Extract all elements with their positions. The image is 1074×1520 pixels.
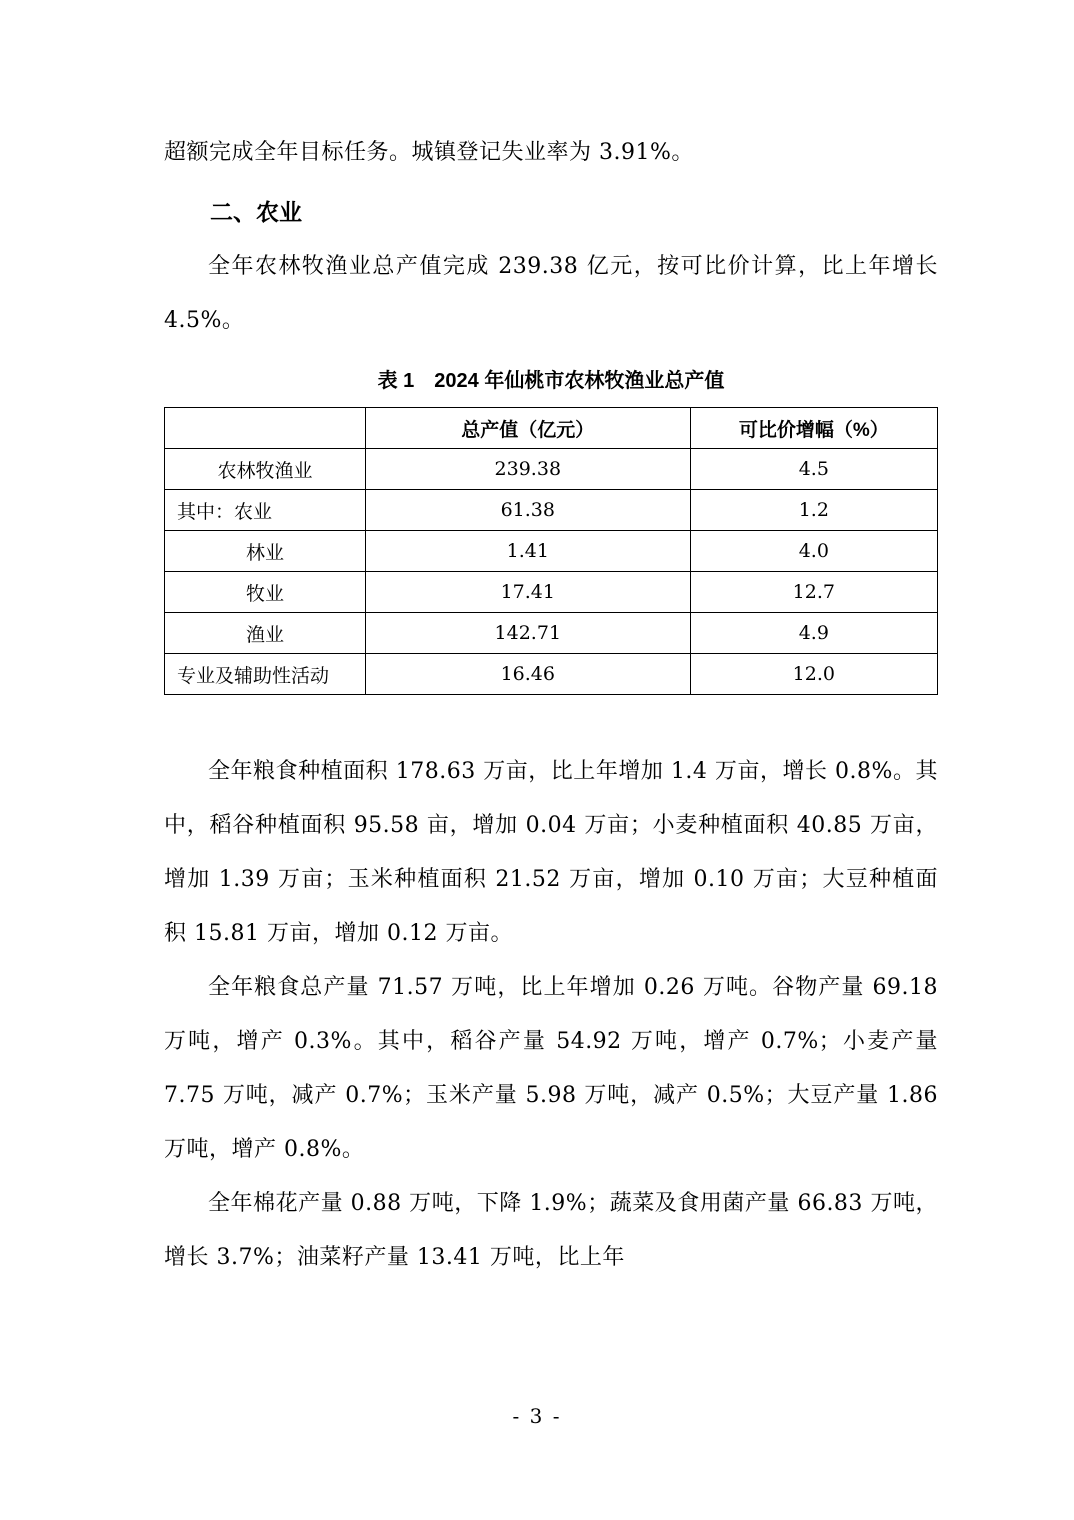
- output-value-table: [164, 407, 938, 695]
- row-output-value: 17.41: [365, 572, 690, 613]
- paragraph-planting-area: 全年粮食种植面积 178.63 万亩，比上年增加 1.4 万亩，增长 0.8%。其中，稻谷种植面积 95.58 亩，增加 0.04 万亩；小麦种植面积 40.85 万亩，增加 1.39 万亩；玉米种植面积 21.52 万亩，增加 0.10 万亩；大豆种植面积 15.81 万亩，增加 0.12 万亩。: [164, 759, 938, 946]
- paragraph-grain-output: 全年粮食总产量 71.57 万吨，比上年增加 0.26 万吨。谷物产量 69.18 万吨，增产 0.3%。其中，稻谷产量 54.92 万吨，增产 0.7%；小麦产量 7.75 万吨，减产 0.7%；玉米产量 5.98 万吨，减产 0.5%；大豆产量 1.86 万吨，增产 0.8%。: [164, 975, 938, 1162]
- row-output-value: 1.41: [365, 531, 690, 572]
- row-label: 牧业: [165, 572, 366, 613]
- row-label: 农林牧渔业: [165, 449, 366, 490]
- row-output-value: 61.38: [365, 490, 690, 531]
- row-output-value: 142.71: [365, 613, 690, 654]
- row-label: 渔业: [165, 613, 366, 654]
- table-body: [165, 449, 938, 695]
- row-label: 其中：农业: [165, 490, 366, 531]
- row-growth-value: 4.0: [690, 531, 937, 572]
- row-growth-value: 12.7: [690, 572, 937, 613]
- row-growth-value: 12.0: [690, 654, 937, 695]
- row-growth-value: 4.9: [690, 613, 937, 654]
- table-row: [165, 449, 938, 490]
- row-label: 专业及辅助性活动: [165, 654, 366, 695]
- table-row: [165, 531, 938, 572]
- row-output-value: 16.46: [365, 654, 690, 695]
- table-row: [165, 654, 938, 695]
- page-number: - 3 -: [512, 1404, 562, 1428]
- row-label: 林业: [165, 531, 366, 572]
- table-header-row: [165, 408, 938, 449]
- table-row: [165, 572, 938, 613]
- header-cell-growth: 可比价增幅（%）: [690, 408, 937, 449]
- header-cell-output: 总产值（亿元）: [365, 408, 690, 449]
- header-cell-category: [165, 408, 366, 449]
- table-row: [165, 490, 938, 531]
- row-growth-value: 4.5: [690, 449, 937, 490]
- table-row: [165, 613, 938, 654]
- row-output-value: 239.38: [365, 449, 690, 490]
- row-growth-value: 1.2: [690, 490, 937, 531]
- paragraph-cotton-vegetable: 全年棉花产量 0.88 万吨，下降 1.9%；蔬菜及食用菌产量 66.83 万吨，增长 3.7%；油菜籽产量 13.41 万吨，比上年: [164, 1191, 938, 1270]
- table-caption: 表 1 2024 年仙桃市农林牧渔业总产值: [377, 370, 725, 392]
- paragraph-total-output: 全年农林牧渔业总产值完成 239.38 亿元，按可比价计算，比上年增长 4.5%。: [164, 254, 938, 333]
- table-header: [165, 408, 938, 449]
- paragraph-unemployment: 超额完成全年目标任务。城镇登记失业率为 3.91%。: [164, 140, 694, 165]
- section-heading-agriculture: 二、农业: [210, 199, 302, 225]
